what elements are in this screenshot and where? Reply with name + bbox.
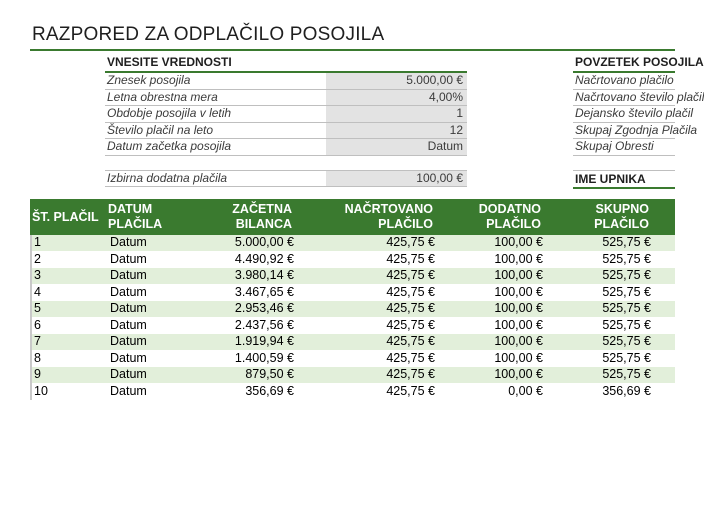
loan-summary-heading: POVZETEK POSOJILA xyxy=(573,54,675,73)
input-label: Izbirna dodatna plačila xyxy=(107,170,228,185)
header-line: DATUM xyxy=(108,202,153,216)
header-line: ZAČETNA xyxy=(232,202,292,216)
summary-row: Dejansko število plačil xyxy=(573,106,675,123)
cell-starting-balance: 3.467,65 € xyxy=(234,284,294,299)
cell-starting-balance: 2.437,56 € xyxy=(234,317,294,332)
cell-payment-date: Datum xyxy=(110,367,147,381)
summary-row: Skupaj Obresti xyxy=(573,139,675,156)
table-row[interactable] xyxy=(32,285,675,302)
cell-extra-payment: 100,00 € xyxy=(494,235,543,249)
cell-total-payment: 525,75 € xyxy=(602,334,651,348)
cell-extra-payment: 100,00 € xyxy=(494,284,543,299)
cell-starting-balance: 1.400,59 € xyxy=(234,350,294,365)
input-values-heading: VNESITE VREDNOSTI xyxy=(105,54,467,73)
cell-payment-date: Datum xyxy=(110,317,147,332)
cell-payment-number: 5 xyxy=(34,301,41,315)
schedule-body xyxy=(30,235,675,400)
cell-payment-date: Datum xyxy=(110,284,147,299)
input-row-loan-amount xyxy=(105,73,467,90)
input-label: Letna obrestna mera xyxy=(107,89,218,104)
cell-extra-payment: 100,00 € xyxy=(494,268,543,282)
col-header-starting-balance[interactable] xyxy=(198,199,292,235)
cell-starting-balance: 356,69 € xyxy=(245,383,294,398)
cell-starting-balance: 4.490,92 € xyxy=(234,251,294,266)
cell-planned-payment: 425,75 € xyxy=(386,284,435,299)
cell-total-payment: 525,75 € xyxy=(602,235,651,249)
cell-payment-number: 8 xyxy=(34,350,41,365)
cell-extra-payment: 100,00 € xyxy=(494,251,543,266)
cell-extra-payment: 0,00 € xyxy=(508,383,543,398)
optional-extra-payments-input[interactable]: 100,00 € xyxy=(326,171,467,187)
cell-total-payment: 356,69 € xyxy=(602,383,651,398)
header-line: PLAČILO xyxy=(486,217,541,231)
cell-payment-number: 6 xyxy=(34,317,41,332)
table-row[interactable] xyxy=(32,268,675,285)
cell-payment-date: Datum xyxy=(110,383,147,398)
cell-planned-payment: 425,75 € xyxy=(386,317,435,332)
loan-period-input[interactable]: 1 xyxy=(326,106,467,122)
table-row[interactable] xyxy=(32,318,675,335)
cell-payment-number: 10 xyxy=(34,383,48,398)
table-row[interactable] xyxy=(32,367,675,384)
cell-payment-number: 4 xyxy=(34,284,41,299)
table-row[interactable] xyxy=(32,351,675,368)
summary-row: Skupaj Zgodnja Plačila xyxy=(573,123,675,140)
cell-total-payment: 525,75 € xyxy=(602,301,651,315)
cell-payment-date: Datum xyxy=(110,350,147,365)
cell-payment-number: 1 xyxy=(34,235,41,249)
table-row[interactable] xyxy=(32,252,675,269)
input-row-interest-rate xyxy=(105,90,467,107)
cell-extra-payment: 100,00 € xyxy=(494,317,543,332)
col-header-total-payment[interactable] xyxy=(541,199,649,235)
cell-starting-balance: 879,50 € xyxy=(245,367,294,381)
cell-extra-payment: 100,00 € xyxy=(494,367,543,381)
input-label: Število plačil na leto xyxy=(107,122,214,137)
header-line: SKUPNO xyxy=(595,202,649,216)
col-header-payment-date[interactable] xyxy=(104,199,198,235)
cell-starting-balance: 1.919,94 € xyxy=(234,334,294,348)
input-label: Datum začetka posojila xyxy=(107,139,232,153)
input-row-optional-extra xyxy=(105,170,467,188)
summary-row: Načrtovano plačilo xyxy=(573,73,675,90)
header-line: PLAČILA xyxy=(108,217,163,231)
header-line: PLAČILO xyxy=(594,217,649,231)
col-header-payment-number[interactable]: ŠT. PLAČIL xyxy=(32,210,99,224)
table-row[interactable] xyxy=(32,384,675,401)
input-label: Obdobje posojila v letih xyxy=(107,106,232,120)
payments-per-year-input[interactable]: 12 xyxy=(326,123,467,139)
summary-row: Načrtovano število plačil xyxy=(573,90,675,107)
title-divider xyxy=(30,49,675,51)
cell-planned-payment: 425,75 € xyxy=(386,268,435,282)
cell-extra-payment: 100,00 € xyxy=(494,350,543,365)
header-line: BILANCA xyxy=(235,217,292,231)
input-values-section xyxy=(105,54,467,187)
cell-planned-payment: 425,75 € xyxy=(386,301,435,315)
input-label: Znesek posojila xyxy=(107,73,191,87)
cell-extra-payment: 100,00 € xyxy=(494,334,543,348)
schedule-header-row xyxy=(30,199,675,235)
start-date-input[interactable]: Datum xyxy=(326,139,467,155)
header-line: DODATNO xyxy=(478,202,541,216)
page-title: RAZPORED ZA ODPLAČILO POSOJILA xyxy=(32,24,385,45)
input-row-loan-period xyxy=(105,106,467,123)
cell-extra-payment: 100,00 € xyxy=(494,301,543,315)
cell-planned-payment: 425,75 € xyxy=(386,350,435,365)
cell-total-payment: 525,75 € xyxy=(602,367,651,381)
cell-total-payment: 525,75 € xyxy=(602,284,651,299)
col-header-extra-payment[interactable] xyxy=(433,199,541,235)
loan-amount-input[interactable]: 5.000,00 € xyxy=(326,73,467,89)
interest-rate-input[interactable]: 4,00% xyxy=(326,90,467,106)
cell-payment-number: 3 xyxy=(34,268,41,282)
cell-total-payment: 525,75 € xyxy=(602,317,651,332)
cell-payment-date: Datum xyxy=(110,301,147,315)
payment-schedule-table xyxy=(30,199,675,400)
cell-planned-payment: 425,75 € xyxy=(386,383,435,398)
cell-total-payment: 525,75 € xyxy=(602,251,651,266)
cell-planned-payment: 425,75 € xyxy=(386,251,435,266)
cell-payment-date: Datum xyxy=(110,334,147,348)
header-line: NAČRTOVANO xyxy=(344,202,433,216)
cell-payment-number: 9 xyxy=(34,367,41,381)
table-row[interactable] xyxy=(32,334,675,351)
input-row-start-date xyxy=(105,139,467,156)
table-row[interactable] xyxy=(32,301,675,318)
cell-payment-number: 2 xyxy=(34,251,41,266)
table-row[interactable] xyxy=(32,235,675,252)
lender-name-label: IME UPNIKA xyxy=(573,170,675,189)
input-row-payments-per-year xyxy=(105,123,467,140)
cell-starting-balance: 3.980,14 € xyxy=(234,268,294,282)
col-header-planned-payment[interactable] xyxy=(292,199,433,235)
cell-payment-date: Datum xyxy=(110,251,147,266)
cell-total-payment: 525,75 € xyxy=(602,268,651,282)
cell-total-payment: 525,75 € xyxy=(602,350,651,365)
loan-summary-section xyxy=(573,54,704,189)
cell-payment-number: 7 xyxy=(34,334,41,348)
cell-planned-payment: 425,75 € xyxy=(386,367,435,381)
cell-starting-balance: 2.953,46 € xyxy=(234,301,294,315)
cell-planned-payment: 425,75 € xyxy=(386,334,435,348)
header-line: PLAČILO xyxy=(378,217,433,231)
cell-starting-balance: 5.000,00 € xyxy=(234,235,294,249)
cell-payment-date: Datum xyxy=(110,268,147,282)
cell-payment-date: Datum xyxy=(110,235,147,249)
cell-planned-payment: 425,75 € xyxy=(386,235,435,249)
